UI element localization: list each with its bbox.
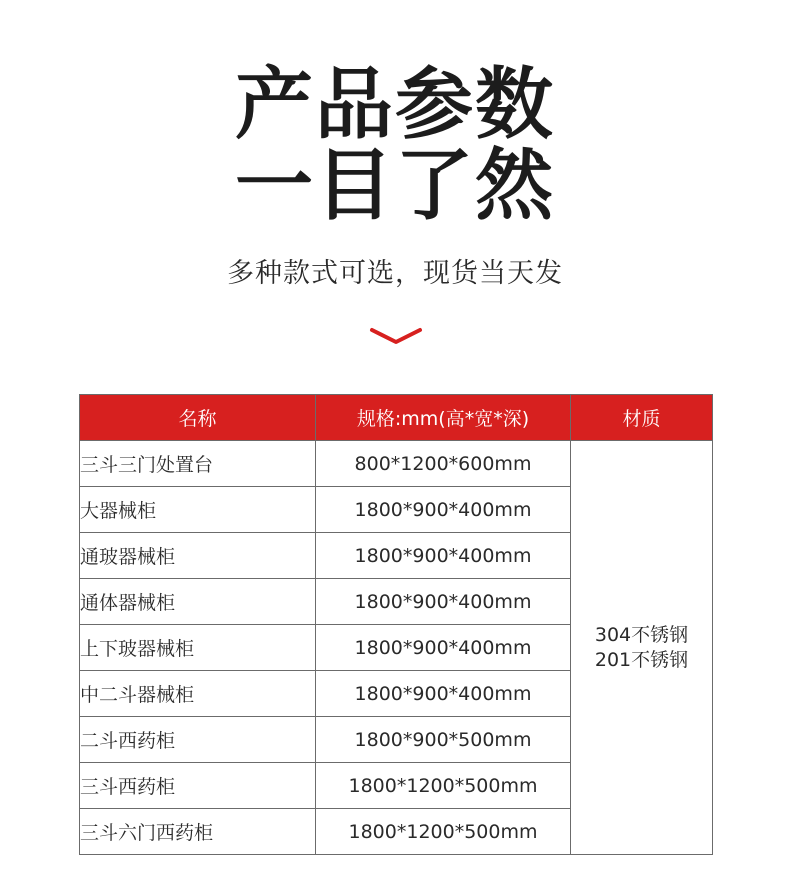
product-name: 三斗六门西药柜 <box>80 809 316 855</box>
header-size: 规格:mm(高*宽*深) <box>316 395 571 441</box>
subtitle: 多种款式可选，现货当天发 <box>227 258 563 289</box>
product-name: 三斗西药柜 <box>80 763 316 809</box>
product-params-table <box>79 394 713 855</box>
table-header-row <box>80 395 713 441</box>
product-name: 中二斗器械柜 <box>80 671 316 717</box>
product-size: 1800*900*400mm <box>316 625 571 671</box>
product-name: 二斗西药柜 <box>80 717 316 763</box>
product-size: 1800*900*400mm <box>316 533 571 579</box>
material-cell <box>571 441 713 855</box>
product-name: 通玻器械柜 <box>80 533 316 579</box>
material-line: 201不锈钢 <box>594 648 689 671</box>
product-size: 1800*900*400mm <box>316 671 571 717</box>
header-name: 名称 <box>80 395 316 441</box>
product-size: 1800*900*400mm <box>316 487 571 533</box>
table-row <box>80 441 713 487</box>
chevron-down-icon <box>369 325 423 347</box>
product-name: 上下玻器械柜 <box>80 625 316 671</box>
product-size: 1800*900*400mm <box>316 579 571 625</box>
product-size: 800*1200*600mm <box>316 441 571 487</box>
product-name: 通体器械柜 <box>80 579 316 625</box>
product-size: 1800*1200*500mm <box>316 763 571 809</box>
headline-line-2: 一目了然 <box>234 141 555 231</box>
material-line: 304不锈钢 <box>594 623 689 646</box>
product-name: 三斗三门处置台 <box>80 441 316 487</box>
headline-line-1: 产品参数 <box>234 60 555 150</box>
product-size: 1800*1200*500mm <box>316 809 571 855</box>
product-size: 1800*900*500mm <box>316 717 571 763</box>
header-material: 材质 <box>571 395 713 441</box>
product-name: 大器械柜 <box>80 487 316 533</box>
